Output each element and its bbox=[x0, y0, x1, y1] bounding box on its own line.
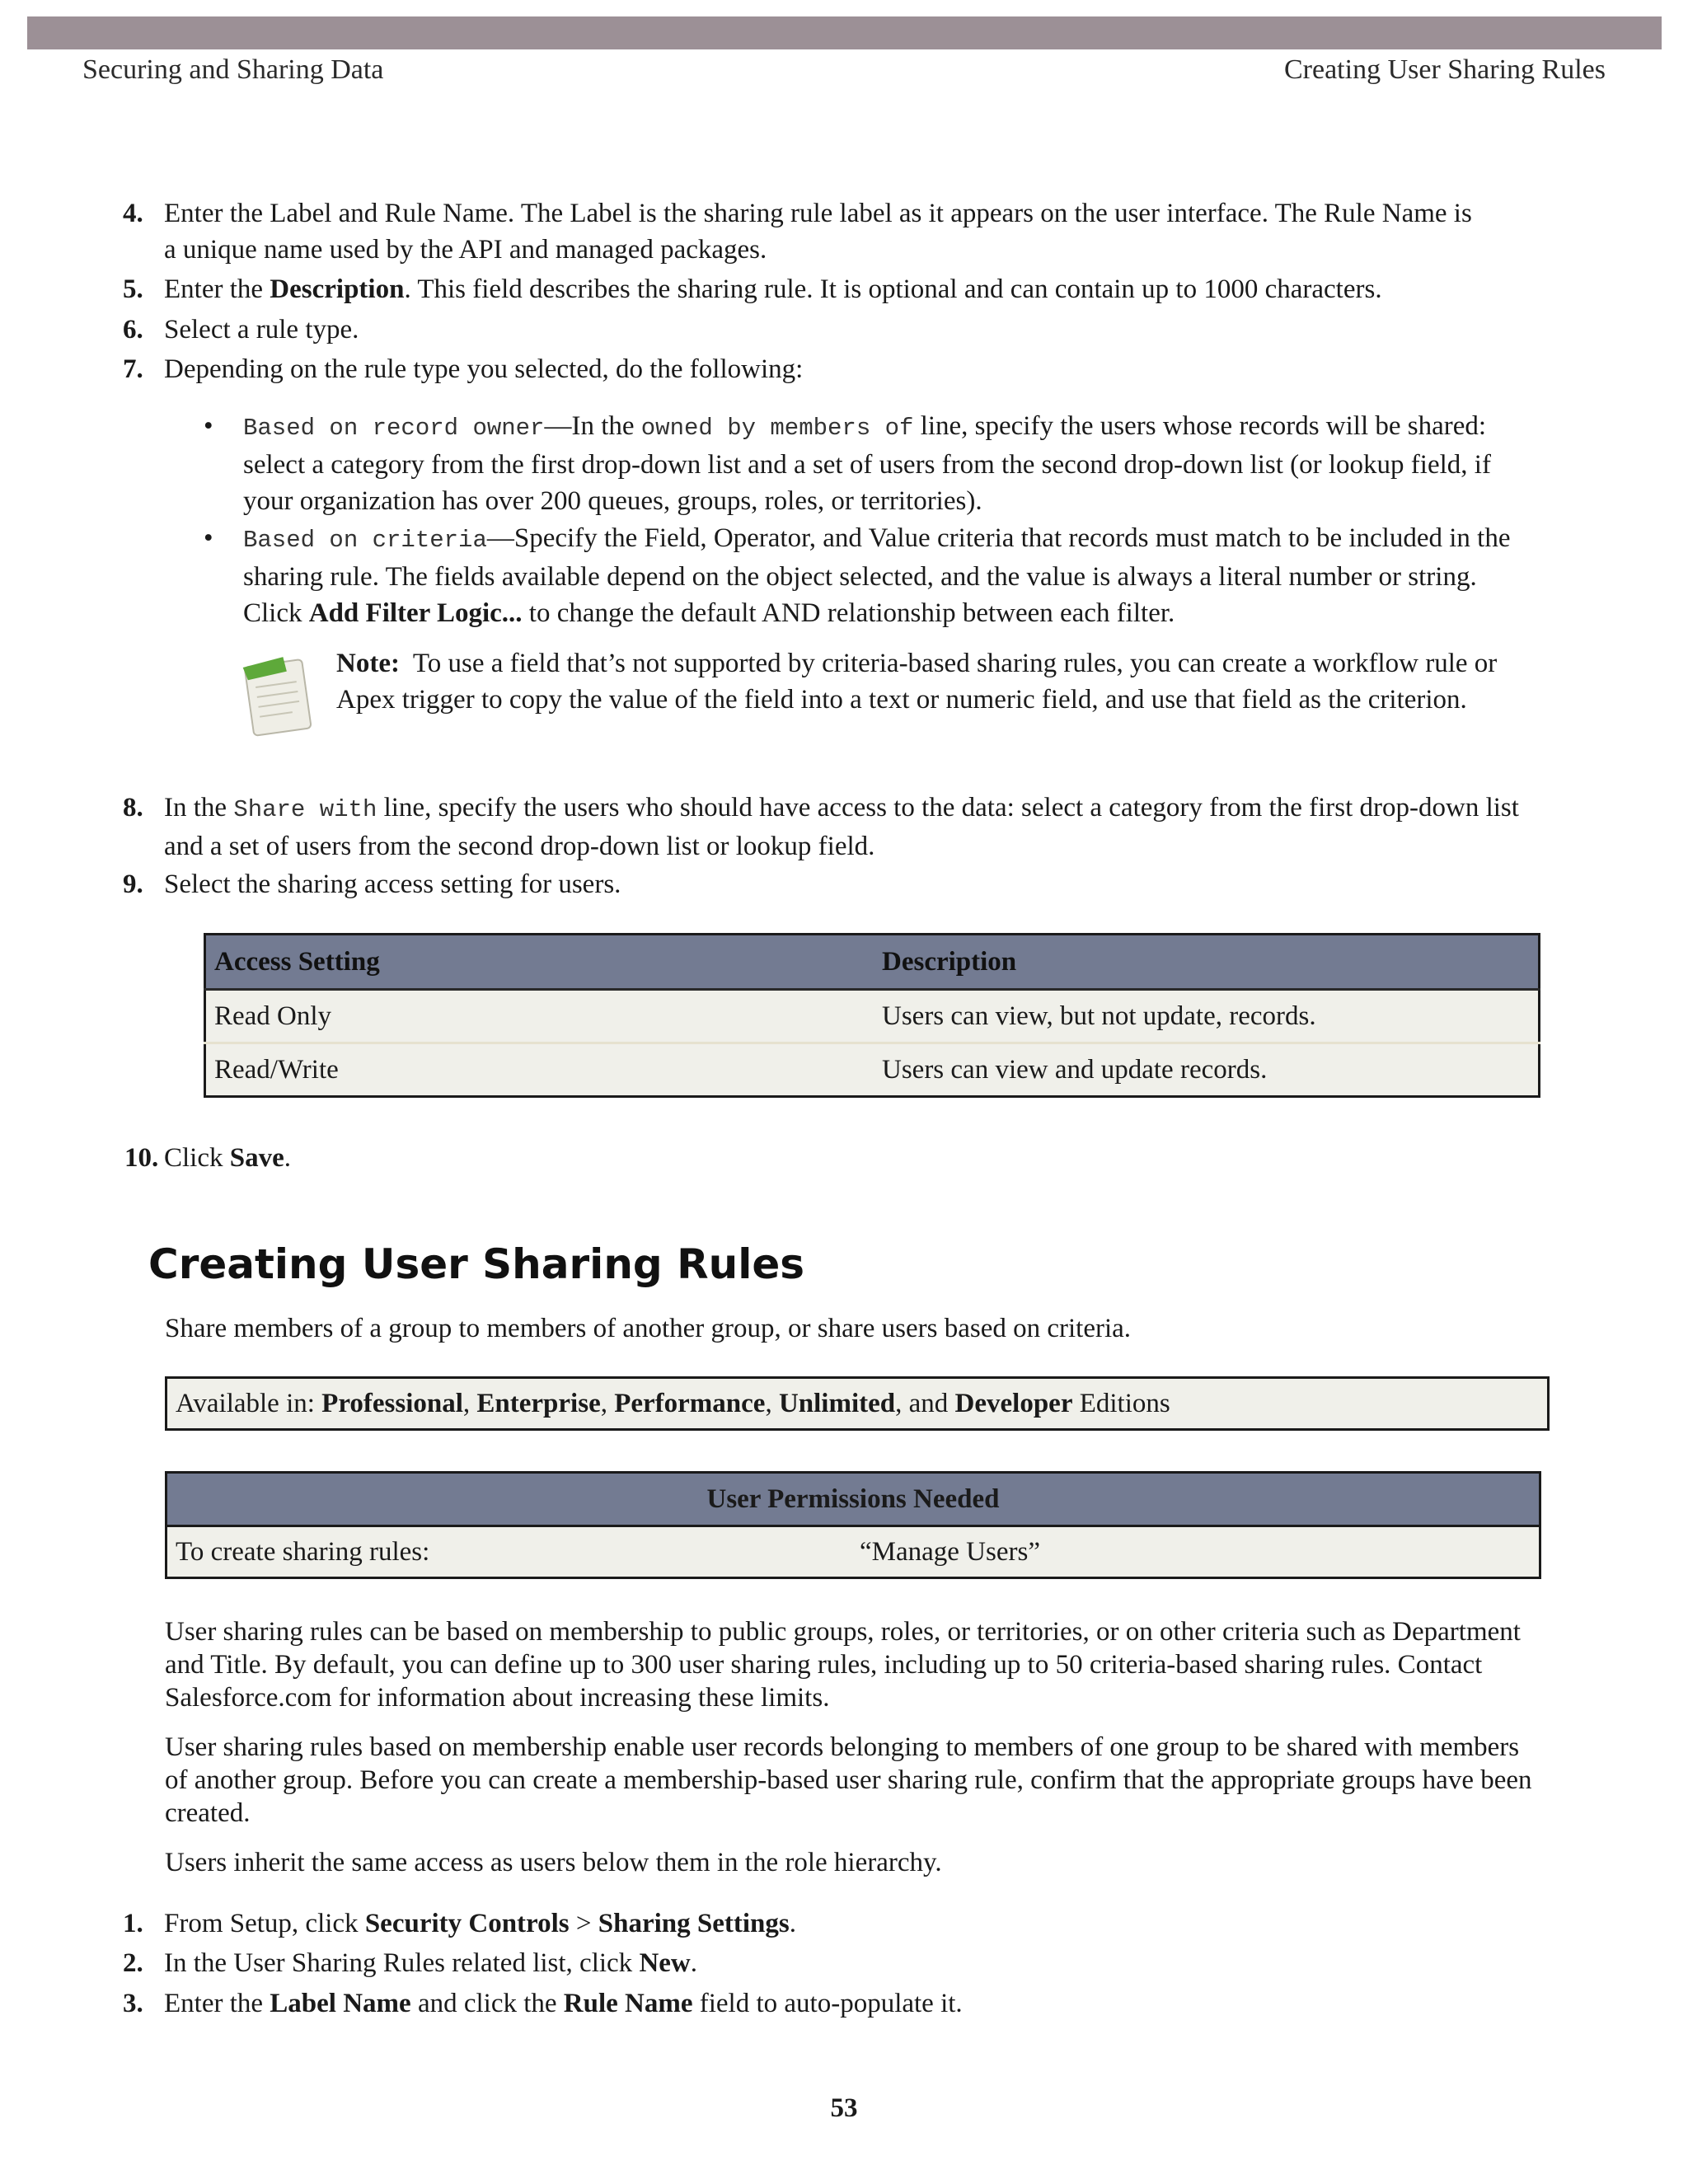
bullet-bold: Add Filter Logic... bbox=[308, 598, 523, 628]
step-text: Depending on the rule type you selected, do the following: bbox=[164, 354, 804, 384]
availability-and: , and bbox=[895, 1389, 955, 1418]
step-bold: Rule Name bbox=[563, 1989, 693, 2018]
step-number: 10. bbox=[124, 1143, 159, 1173]
availability-prefix: Available in: bbox=[176, 1389, 322, 1418]
step-text: . bbox=[284, 1143, 291, 1173]
step-number: 2. bbox=[123, 1948, 143, 1978]
step-1 bbox=[123, 1905, 1540, 1942]
step-text: line, specify the users who should have access to the data: select a category from the first drop-down list and a set of users from the second drop-down list or lookup field. bbox=[164, 793, 1519, 861]
step-bold: Label Name bbox=[270, 1989, 411, 2018]
column-header: Description bbox=[874, 935, 1540, 990]
table-row bbox=[166, 1526, 1540, 1578]
step-5 bbox=[123, 271, 1540, 307]
edition-name: Enterprise bbox=[476, 1389, 601, 1418]
step-text: In the bbox=[164, 793, 234, 823]
column-header: User Permissions Needed bbox=[166, 1473, 1540, 1526]
step-9 bbox=[123, 866, 1540, 902]
step-10 bbox=[124, 1140, 1540, 1176]
step-text-cont: a unique name used by the API and managed packages. bbox=[164, 235, 767, 265]
note-pad-icon bbox=[239, 651, 321, 742]
bullet-text: to change the default AND relationship between each filter. bbox=[522, 598, 1175, 628]
edition-name: Performance bbox=[614, 1389, 766, 1418]
step-text: In the User Sharing Rules related list, click bbox=[164, 1948, 640, 1978]
step-text: From Setup, click bbox=[164, 1909, 365, 1938]
step-text: . This field describes the sharing rule. It is optional and can contain up to 1000 characters. bbox=[404, 274, 1382, 304]
section-heading: Creating User Sharing Rules bbox=[148, 1240, 805, 1288]
table-cell: Read Only bbox=[205, 990, 874, 1043]
step-text: Select a rule type. bbox=[164, 315, 359, 344]
edition-name: Developer bbox=[954, 1389, 1073, 1418]
step-text: . bbox=[690, 1948, 697, 1978]
availability-suffix: Editions bbox=[1072, 1389, 1170, 1418]
note-label: Note: bbox=[336, 649, 400, 678]
table-cell: Users can view, but not update, records. bbox=[874, 990, 1540, 1043]
step-bold: Save bbox=[229, 1143, 284, 1173]
step-number: 6. bbox=[123, 315, 143, 344]
code-text: Based on record owner bbox=[243, 415, 545, 442]
step-bold: Sharing Settings bbox=[598, 1909, 790, 1938]
paragraph: User sharing rules based on membership enable user records belonging to members of one group to be shared with members of another group. Before you can create a membership-based user sharing rule, confirm that the appropriate groups have been created. bbox=[165, 1732, 1532, 1828]
availability-box: Available in: Professional, Enterprise, Performance, Unlimited, and Developer Editions bbox=[165, 1376, 1550, 1431]
bullet-dot: • bbox=[204, 411, 213, 441]
bullet-criteria bbox=[204, 520, 1541, 631]
section-intro: Share members of a group to members of another group, or share users based on criteria. bbox=[165, 1314, 1132, 1343]
step-text: Select the sharing access setting for users. bbox=[164, 869, 621, 899]
step-number: 4. bbox=[123, 199, 143, 228]
code-text: Based on criteria bbox=[243, 527, 487, 554]
bullet-text: line, specify the users whose records will be shared: select a category from the first drop-down list and a set of users from the second drop-down list (or lookup field, if your organization has over 200 queues, groups, roles, or territories). bbox=[243, 411, 1491, 516]
bullet-record-owner bbox=[204, 408, 1541, 519]
edition-name: Professional bbox=[321, 1389, 463, 1418]
note-box bbox=[336, 645, 1540, 718]
page-number: 53 bbox=[830, 2093, 858, 2123]
step-number: 9. bbox=[123, 869, 143, 899]
top-bar bbox=[27, 16, 1662, 49]
table-cell: Read/Write bbox=[205, 1043, 874, 1097]
step-text: Enter the bbox=[164, 274, 270, 304]
step-6 bbox=[123, 312, 1540, 348]
step-number: 1. bbox=[123, 1909, 143, 1938]
paragraph: Users inherit the same access as users below them in the role hierarchy. bbox=[165, 1848, 942, 1877]
access-setting-table bbox=[204, 933, 1540, 1098]
step-3 bbox=[123, 1985, 1540, 2022]
permissions-table bbox=[165, 1471, 1541, 1579]
step-number: 3. bbox=[123, 1989, 143, 2018]
step-4 bbox=[123, 195, 1540, 268]
step-text: field to auto-populate it. bbox=[692, 1989, 963, 2018]
code-text: owned by members of bbox=[640, 415, 914, 442]
step-text: > bbox=[569, 1909, 598, 1938]
table-cell: Users can view and update records. bbox=[874, 1043, 1540, 1097]
step-bold: Description bbox=[270, 274, 405, 304]
step-7 bbox=[123, 351, 1540, 387]
step-number: 8. bbox=[123, 793, 143, 823]
table-row bbox=[205, 990, 1540, 1043]
step-number: 5. bbox=[123, 274, 143, 304]
step-text: and click the bbox=[410, 1989, 564, 2018]
table-header-row bbox=[205, 935, 1540, 990]
step-bold: Security Controls bbox=[364, 1909, 570, 1938]
table-cell: “Manage Users” bbox=[851, 1526, 1540, 1578]
note-text: To use a field that’s not supported by criteria-based sharing rules, you can create a workflow rule or Apex trigger to copy the value of the field into a text or numeric field, and use that field as the criterion. bbox=[336, 649, 1498, 715]
table-cell: To create sharing rules: bbox=[166, 1526, 852, 1578]
code-text: Share with bbox=[233, 796, 377, 823]
step-number: 7. bbox=[123, 354, 143, 384]
edition-name: Unlimited bbox=[778, 1389, 896, 1418]
bullet-text: —Specify the Field, Operator, and Value criteria that records must match to be included in the sharing rule. The fields available depend on the object selected, and the value is always a literal number or string. Click bbox=[243, 523, 1511, 628]
paragraph: User sharing rules can be based on membership to public groups, roles, or territories, or on other criteria such as Department and Title. By default, you can define up to 300 user sharing rules, including up to 50 criteria-based sharing rules. Contact Salesforce.com for information about increasing these limits. bbox=[165, 1617, 1521, 1713]
bullet-text: —In the bbox=[544, 411, 641, 441]
step-text: Enter the bbox=[164, 1989, 270, 2018]
column-header: Access Setting bbox=[205, 935, 874, 990]
step-text: . bbox=[789, 1909, 796, 1938]
table-header-row bbox=[166, 1473, 1540, 1526]
step-8 bbox=[123, 790, 1540, 865]
step-2 bbox=[123, 1945, 1540, 1981]
bullet-dot: • bbox=[204, 523, 213, 553]
step-text: Click bbox=[164, 1143, 230, 1173]
table-row bbox=[205, 1043, 1540, 1097]
running-header-left: Securing and Sharing Data bbox=[82, 54, 384, 85]
step-bold: New bbox=[639, 1948, 691, 1978]
running-header-right: Creating User Sharing Rules bbox=[1284, 54, 1606, 85]
step-text: Enter the Label and Rule Name. The Label is the sharing rule label as it appears on the user interface. The Rule Name is bbox=[164, 199, 1472, 228]
